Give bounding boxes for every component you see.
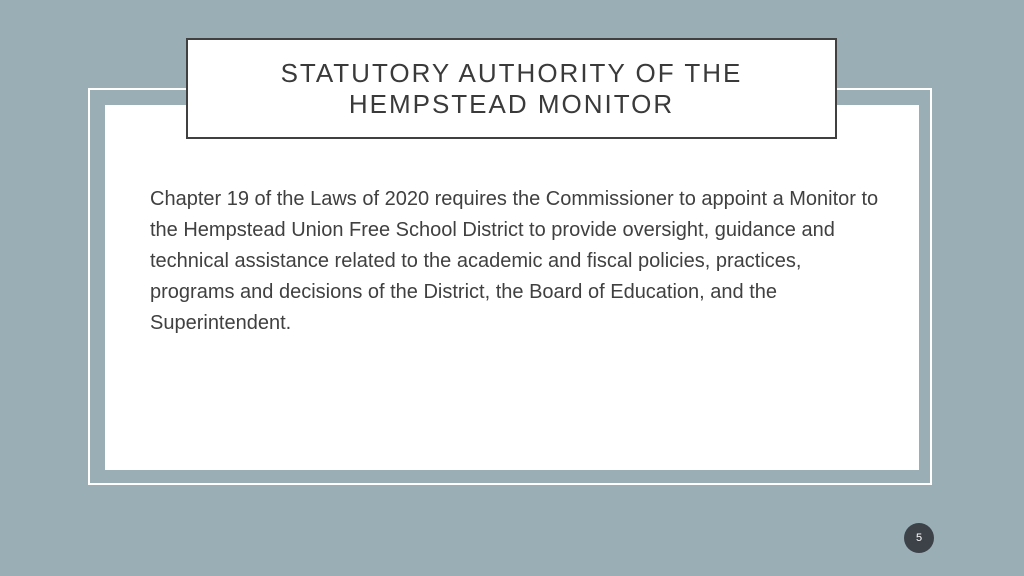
page-number-badge: 5 (904, 523, 934, 553)
title-box (186, 38, 837, 139)
slide-title: STATUTORY AUTHORITY OF THE HEMPSTEAD MONITOR (280, 57, 743, 119)
slide-body-text: Chapter 19 of the Laws of 2020 requires the Commissioner to appoint a Monitor to the Hempstead Union Free School District to provide oversight, guidance and technical assistance related to the academic and fiscal policies, practices, programs and decisions of the District, the Board of Education, and the Superintendent. (150, 188, 879, 334)
